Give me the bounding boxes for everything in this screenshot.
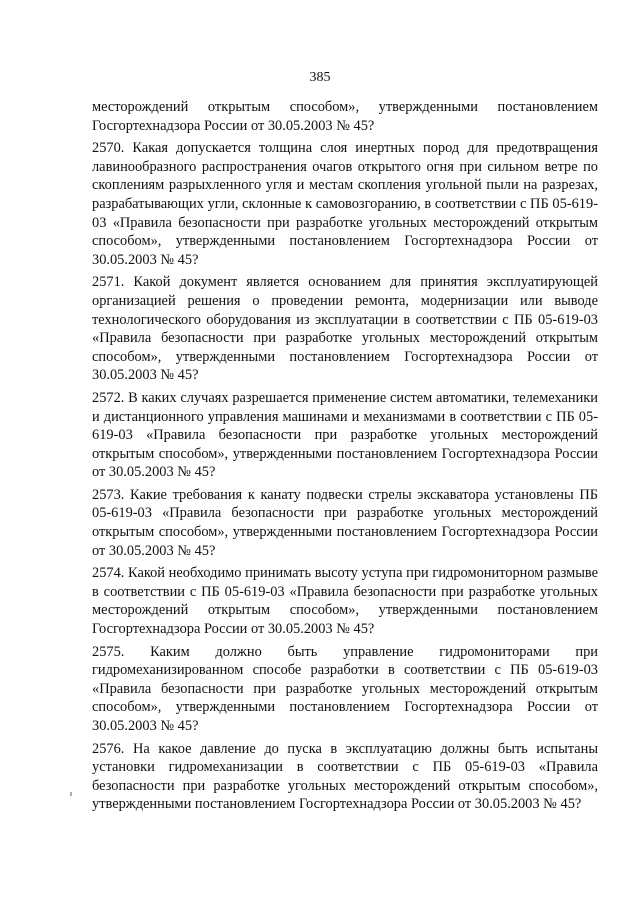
question-2572: 2572. В каких случаях разрешается применение систем автоматики, телемеханики и дистанционного управления машинами и механизмами в соответствии с ПБ 05-619-03 «Правила безопасности при разработке угольных месторождений открытым способом», утвержденными постановлением Госгортехнадзора России от 30.05.2003 № 45? [92,389,598,481]
question-2576: 2576. На какое давление до пуска в эксплуатацию должны быть испытаны установки гидромеханизации в соответствии с ПБ 05-619-03 «Правила безопасности при разработке угольных месторождений открытым способом», утвержденными постановлением Госгортехнадзора России от 30.05.2003 № 45? [92,740,598,813]
question-2573: 2573. Какие требования к канату подвески стрелы экскаватора установлены ПБ 05-619-03 «Правила безопасности при разработке угольных месторождений открытым способом», утвержденными постановлением Госгортехнадзора России от 30.05.2003 № 45? [92,486,598,559]
question-2574: 2574. Какой необходимо принимать высоту уступа при гидромониторном размыве в соответствии с ПБ 05-619-03 «Правила безопасности при разработке угольных месторождений открытым способом», утвержденными постановлением Госгортехнадзора России от 30.05.2003 № 45? [92,565,598,638]
question-2570: 2570. Какая допускается толщина слоя инертных пород для предотвращения лавинообразного распространения очагов открытого огня при сильном ветре по скоплениям разрыхленного угля и местам скопления угольной пыли на разрезах, разрабатывающих угли, склонные к самовозгоранию, в соответствии с ПБ 05-619-03 «Правила безопасности при разработке угольных месторождений открытым способом», утвержденными постановлением Госгортехнадзора России от 30.05.2003 № 45? [92,140,598,268]
paragraph-continuation: месторождений открытым способом», утвержденными постановлением Госгортехнадзора России от 30.05.2003 № 45? [92,99,598,134]
page-number: 385 [309,70,331,85]
question-2571: 2571. Какой документ является основанием для принятия эксплуатирующей организацией решения о проведении ремонта, модернизации или выводе технологического оборудования из эксплуатации в соответствии с ПБ 05-619-03 «Правила безопасности при разработке угольных месторождений открытым способом», утвержденными постановлением Госгортехнадзора России от 30.05.2003 № 45? [92,274,598,384]
document-body [92,98,598,818]
question-2575: 2575. Каким должно быть управление гидромониторами при гидромеханизированном способе разработки в соответствии с ПБ 05-619-03 «Правила безопасности при разработке угольных месторождений открытым способом», утвержденными постановлением Госгортехнадзора России от 30.05.2003 № 45? [92,643,598,734]
scan-speck [70,792,72,796]
